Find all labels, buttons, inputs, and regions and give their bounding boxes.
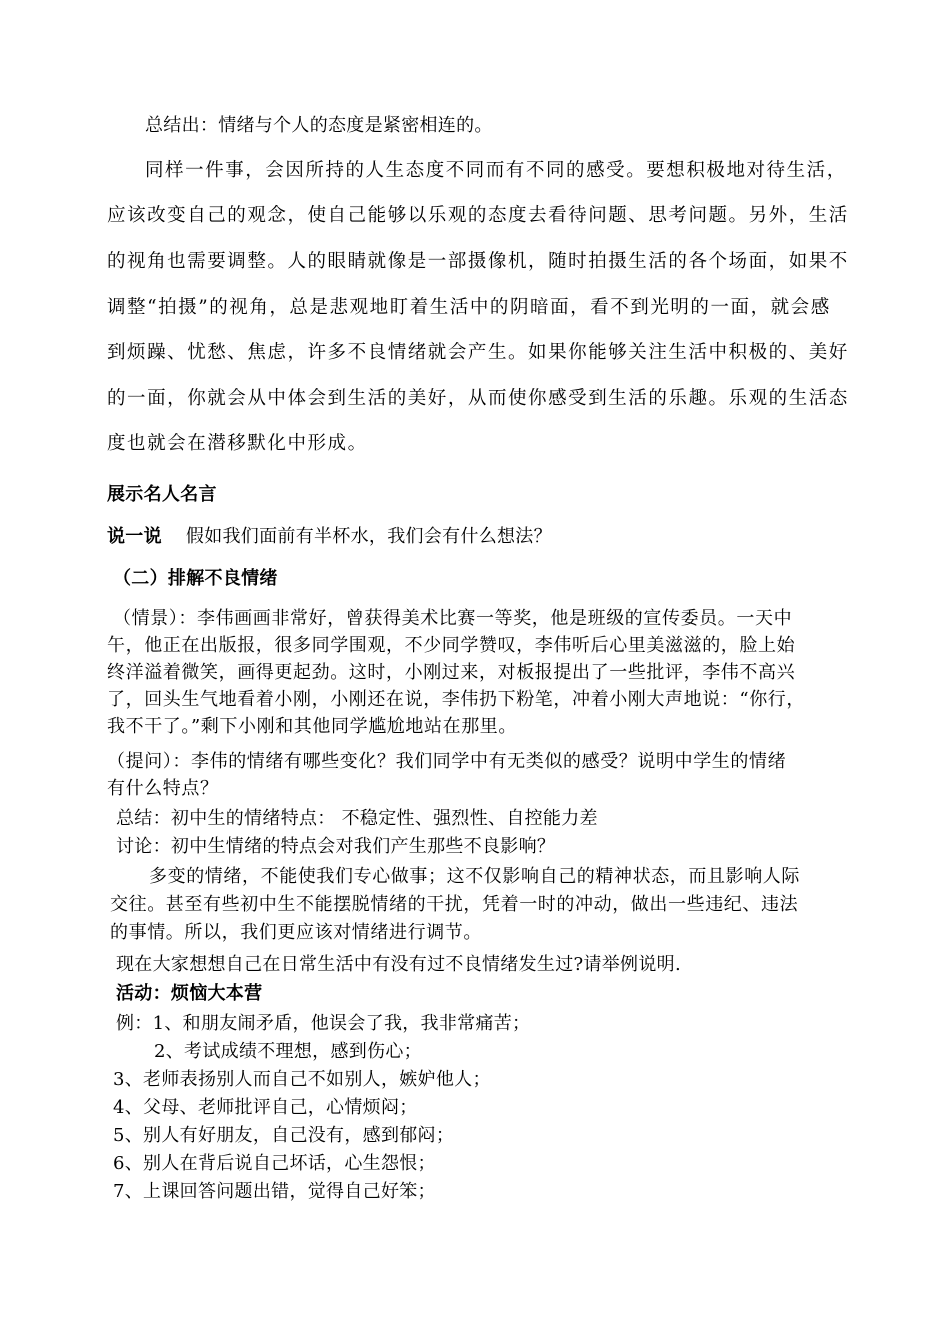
example-item: 6、别人在背后说自己坏话，心生怨恨；	[113, 1153, 436, 1174]
summary-traits: 总结：初中生的情绪特点： 不稳定性、强烈性、自控能力差	[116, 808, 598, 829]
scene-line: 了，回头生气地看着小刚，小刚还在说，李伟扔下粉笔，冲着小刚大声地说：“你行，	[107, 689, 805, 710]
answer-line: 交往。甚至有些初中生不能摆脱情绪的干扰，凭着一时的冲动，做出一些违纪、违法	[110, 894, 799, 915]
example-item: 7、上课回答问题出错，觉得自己好笨；	[113, 1181, 436, 1202]
say-one-say	[107, 525, 552, 549]
quotes-heading: 展示名人名言	[107, 484, 217, 505]
scene-line: 午，他正在出版报，很多同学围观，不少同学赞叹，李伟听后心里美滋滋的，脸上始	[107, 635, 796, 656]
answer-line: 多变的情绪，不能使我们专心做事；这不仅影响自己的精神状态，而且影响人际	[149, 866, 800, 887]
paragraph-line: 的视角也需要调整。人的眼睛就像是一部摄像机，随时拍摄生活的各个场面，如果不	[107, 251, 849, 272]
discussion-line: 讨论：初中生情绪的特点会对我们产生那些不良影响？	[116, 836, 556, 857]
summary-line: 总结出：情绪与个人的态度是紧密相连的。	[145, 115, 493, 136]
question-line: 有什么特点？	[107, 778, 219, 799]
example-item: 例：1、和朋友闹矛盾，他误会了我，我非常痛苦；	[116, 1013, 531, 1034]
say-question: 假如我们面前有半杯水，我们会有什么想法？	[185, 526, 552, 547]
scene-line: 终洋溢着微笑，画得更起劲。这时，小刚过来，对板报提出了一些批评，李伟不高兴	[107, 662, 796, 683]
example-item: 5、别人有好朋友，自己没有，感到郁闷；	[113, 1125, 455, 1146]
paragraph-line: 同样一件事，会因所持的人生态度不同而有不同的感受。要想积极地对待生活，	[145, 160, 847, 181]
answer-line: 的事情。所以，我们更应该对情绪进行调节。	[110, 922, 482, 943]
paragraph-line: 到烦躁、忧愁、焦虑，许多不良情绪就会产生。如果你能够关注生活中积极的、美好	[107, 342, 849, 363]
activity-heading: 活动：烦恼大本营	[116, 983, 263, 1004]
paragraph-line: 度也就会在潜移默化中形成。	[107, 433, 368, 454]
paragraph-line: 的一面，你就会从中体会到生活的美好，从而使你感受到生活的乐趣。乐观的生活态	[107, 388, 849, 409]
prompt-line: 现在大家想想自己在日常生活中有没有过不良情绪发生过?请举例说明.	[116, 954, 681, 975]
example-item: 3、老师表扬别人而自己不如别人，嫉妒他人；	[113, 1069, 491, 1090]
example-item: 2、考试成绩不理想，感到伤心；	[154, 1041, 422, 1062]
example-item: 4、父母、老师批评自己，心情烦闷；	[113, 1097, 418, 1118]
section-heading: （二）排解不良情绪	[113, 568, 278, 589]
say-label: 说一说	[107, 526, 162, 547]
question-line: （提问）：李伟的情绪有哪些变化？我们同学中有无类似的感受？说明中学生的情绪	[107, 751, 787, 772]
scene-line: 我不干了。”剩下小刚和其他同学尴尬地站在那里。	[107, 716, 517, 737]
scene-line: （情景）：李伟画画非常好，曾获得美术比赛一等奖，他是班级的宣传委员。一天中	[113, 608, 793, 629]
paragraph-line: 应该改变自己的观念，使自己能够以乐观的态度去看待问题、思考问题。另外，生活	[107, 205, 849, 226]
paragraph-line: 调整“拍摄”的视角，总是悲观地盯着生活中的阴暗面，看不到光明的一面，就会感	[107, 297, 831, 318]
